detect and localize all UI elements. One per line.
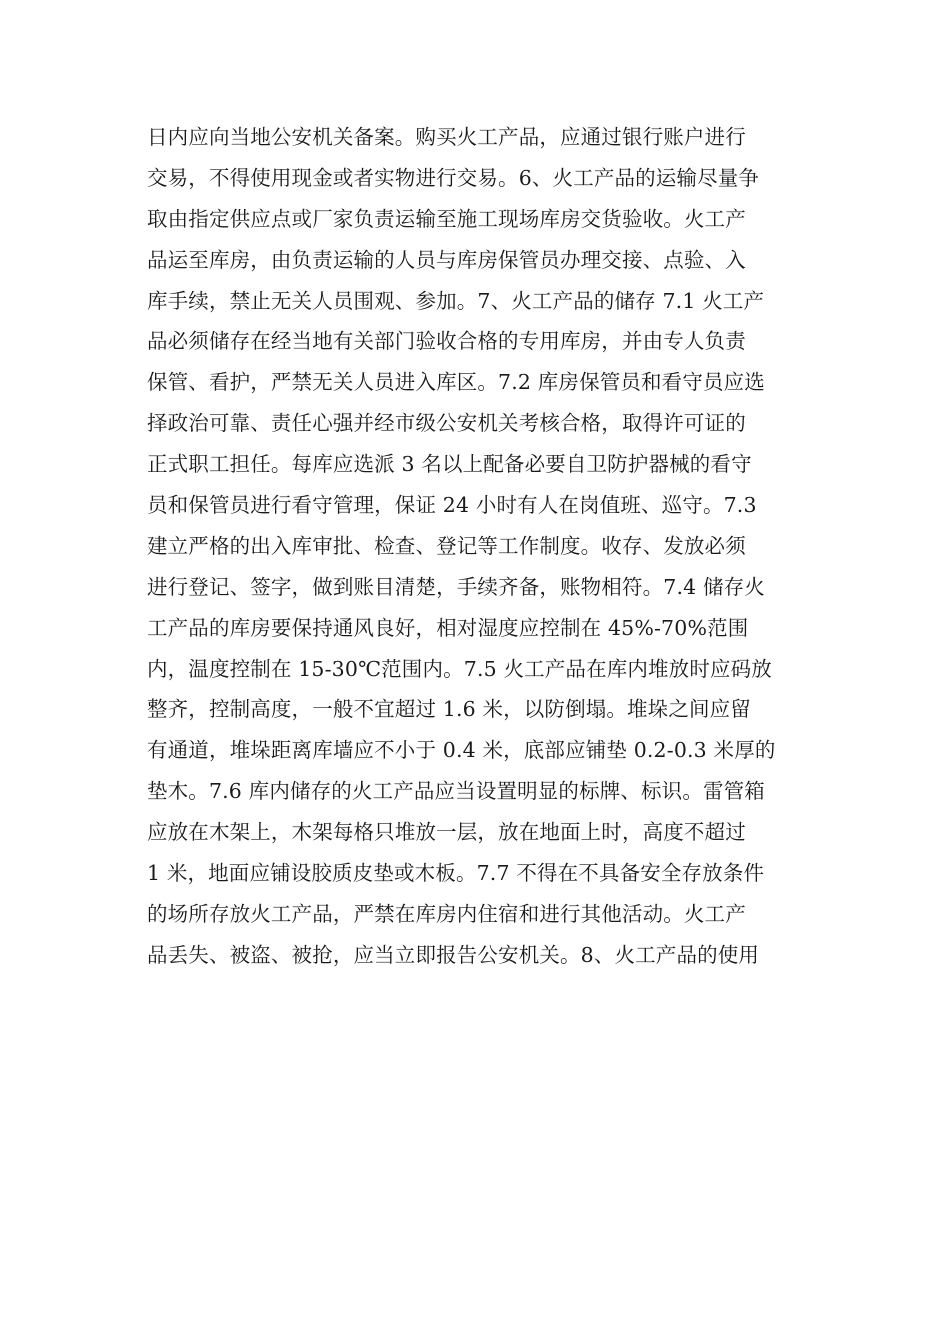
text-line-20: 的场所存放火工产品，严禁在库房内住宿和进行其他活动。火工产 (147, 901, 746, 926)
text-line-4: 品运至库房，由负责运输的人员与库房保管员办理交接、点验、入 (147, 247, 746, 272)
text-line-9: 正式职工担任。每库应选派 3 名以上配备必要自卫防护器械的看守 (147, 452, 752, 477)
text-line-15: 整齐，控制高度，一般不宜超过 1.6 米，以防倒塌。堆垛之间应留 (147, 697, 751, 722)
body-text (147, 117, 807, 976)
text-line-14: 内，温度控制在 15-30℃范围内。7.5 火工产品在库内堆放时应码放 (147, 656, 772, 681)
text-line-5: 库手续，禁止无关人员围观、参加。7、火工产品的储存 7.1 火工产 (147, 288, 765, 313)
text-line-3: 取由指定供应点或厂家负责运输至施工现场库房交货验收。火工产 (147, 206, 746, 231)
text-line-8: 择政治可靠、责任心强并经市级公安机关考核合格，取得许可证的 (147, 411, 746, 436)
text-line-1: 日内应向当地公安机关备案。购买火工产品，应通过银行账户进行 (147, 125, 746, 149)
text-line-18: 应放在木架上，木架每格只堆放一层，放在地面上时，高度不超过 (147, 820, 746, 845)
text-line-6: 品必须储存在经当地有关部门验收合格的专用库房，并由专人负责 (147, 329, 746, 354)
text-line-16: 有通道，堆垛距离库墙应不小于 0.4 米，底部应铺垫 0.2-0.3 米厚的 (147, 738, 776, 763)
text-line-13: 工产品的库房要保持通风良好，相对湿度应控制在 45%-70%范围 (147, 615, 749, 640)
text-line-2: 交易，不得使用现金或者实物进行交易。6、火工产品的运输尽量争 (147, 165, 760, 190)
text-line-10: 员和保管员进行看守管理，保证 24 小时有人在岗值班、巡守。7.3 (147, 493, 757, 518)
text-line-11: 建立严格的出入库审批、检查、登记等工作制度。收存、发放必须 (147, 533, 746, 558)
text-line-7: 保管、看护，严禁无关人员进入库区。7.2 库房保管员和看守员应选 (147, 370, 765, 395)
text-line-19: 1 米，地面应铺设胶质皮垫或木板。7.7 不得在不具备安全存放条件 (147, 861, 765, 886)
text-line-12: 进行登记、签字，做到账目清楚，手续齐备，账物相符。7.4 储存火 (147, 574, 765, 599)
text-line-21: 品丢失、被盗、被抢，应当立即报告公安机关。8、火工产品的使用 (147, 942, 760, 967)
text-line-17: 垫木。7.6 库内储存的火工产品应当设置明显的标牌、标识。雷管箱 (147, 779, 765, 804)
